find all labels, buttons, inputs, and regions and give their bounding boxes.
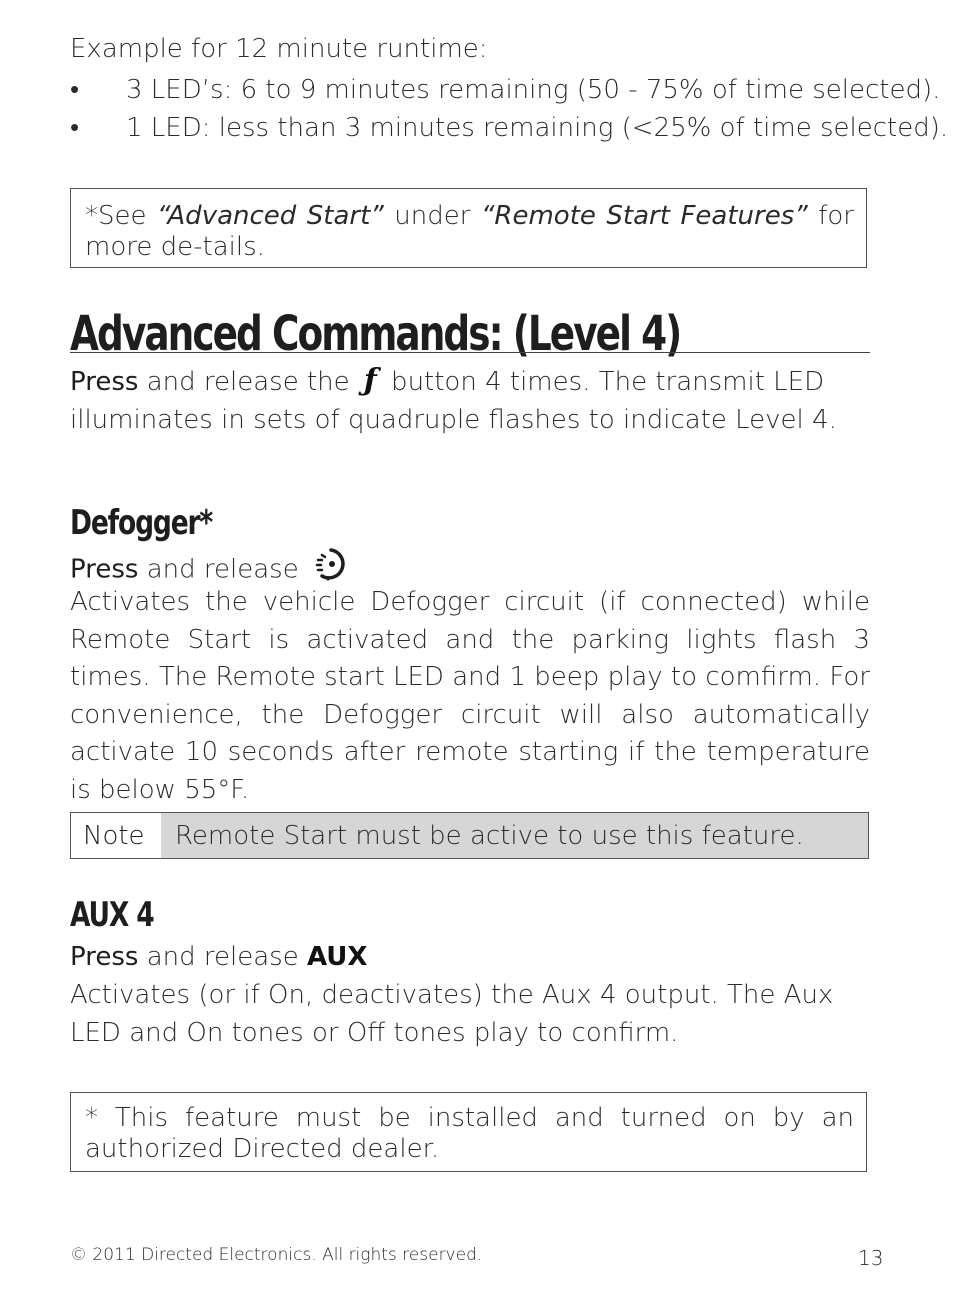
aux4-description: Activates (or if On, deactivates) the Aux 4 output. The Aux LED and On tones or Off tones play to confirm. — [70, 980, 834, 1048]
defogger-description: Activates the vehicle Defogger circuit (if connected) while Remote Start is activated and the parking lights flash 3 times. The Remote start LED and 1 beep play to comfirm. For convenience, the Defogger circuit will also automatically activate 10 seconds after remote starting if the temperature is below 55°F. — [70, 587, 870, 805]
box-text: * This feature must be installed and turned on by an authorized Directed dealer. — [85, 1103, 854, 1164]
intro-text-part: and release the — [138, 367, 358, 397]
list-item — [70, 112, 948, 143]
box-text-middle: under — [383, 201, 481, 231]
copyright: © 2011 Directed Electronics. All rights reserved. — [70, 1245, 483, 1265]
advanced-start-note-box — [70, 188, 867, 268]
intro-text: Example for 12 minute runtime: — [70, 34, 488, 64]
defogger-title: Defogger* — [70, 503, 213, 543]
section-title: Advanced Commands: (Level 4) — [70, 306, 681, 362]
list-item — [70, 74, 940, 105]
bullet-symbol: • — [70, 75, 80, 105]
aux-button-label: AUX — [306, 942, 368, 972]
note-text: Remote Start must be active to use this feature. — [161, 813, 868, 858]
function-button-icon: ƒ — [363, 363, 377, 398]
remote-start-features-reference: “Remote Start Features” — [480, 201, 808, 231]
bullet-symbol: • — [70, 113, 80, 143]
bullet-text: 1 LED: less than 3 minutes remaining (<25% of time selected). — [126, 113, 949, 143]
section-intro — [70, 362, 870, 439]
box-text-prefix: *See — [85, 201, 158, 231]
press-label: Press — [70, 942, 139, 972]
page-number: 13 — [858, 1246, 884, 1270]
note-box — [70, 812, 869, 859]
press-label: Press — [70, 367, 139, 397]
press-label: Press — [70, 554, 139, 585]
aux4-press-line — [70, 939, 367, 977]
section-rule — [70, 352, 870, 353]
aux4-title: AUX 4 — [70, 895, 154, 935]
advanced-start-reference: “Advanced Start” — [157, 201, 384, 231]
box-text-suffix: for more de-tails. — [85, 201, 854, 262]
box-text — [85, 201, 854, 263]
note-label: Note — [71, 813, 161, 858]
dealer-note-box — [70, 1092, 867, 1172]
release-text: and release — [138, 554, 307, 585]
release-text: and release — [138, 942, 307, 972]
intro-text-part: button 4 times. The transmit LED illuminates in sets of quadruple flashes to indicate Level 4. — [70, 367, 837, 435]
bullet-text: 3 LED’s: 6 to 9 minutes remaining (50 - 75% of time selected). — [126, 75, 941, 105]
